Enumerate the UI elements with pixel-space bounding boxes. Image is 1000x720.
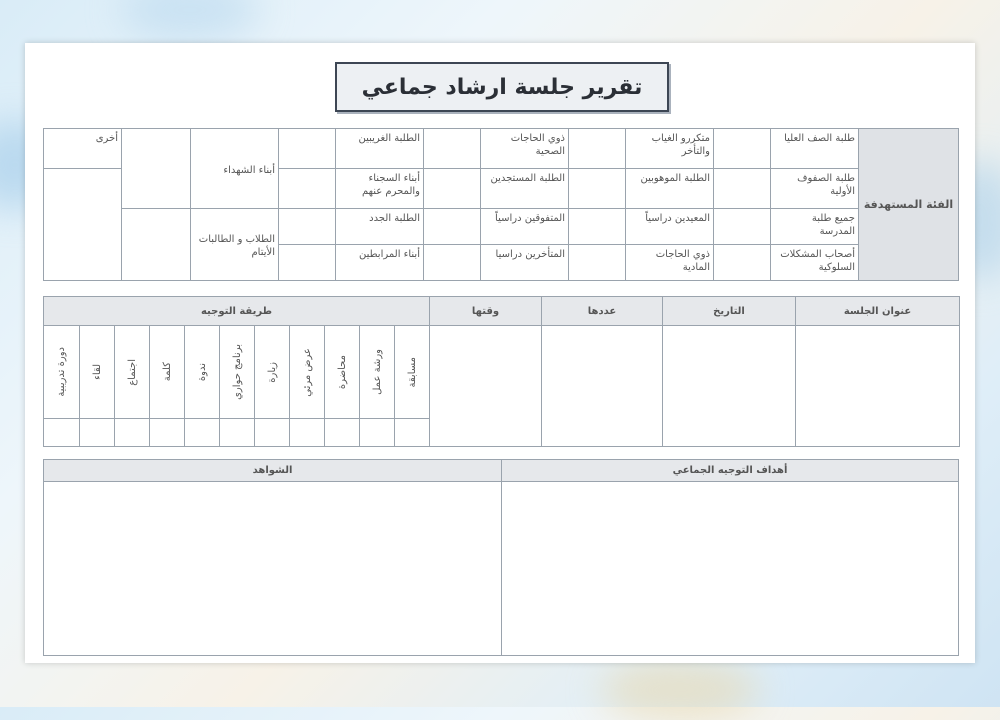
goals-field[interactable] — [502, 482, 959, 656]
category-checkbox[interactable] — [424, 169, 481, 209]
method-checkbox[interactable] — [290, 419, 325, 447]
report-title-text: تقرير جلسة ارشاد جماعي — [361, 74, 643, 100]
category-checkbox[interactable] — [279, 209, 336, 245]
category-checkbox[interactable] — [279, 169, 336, 209]
category-checkbox[interactable] — [569, 209, 626, 245]
method-checkbox[interactable] — [185, 419, 220, 447]
category-checkbox[interactable] — [279, 245, 336, 281]
category-checkbox[interactable] — [279, 129, 336, 169]
category-cell: أبناء المرابطين — [336, 245, 424, 281]
category-checkbox[interactable] — [714, 209, 771, 245]
report-title — [335, 62, 669, 112]
category-checkbox[interactable] — [122, 209, 191, 281]
category-cell: أبناء السجناء والمحرم عنهم — [336, 169, 424, 209]
category-checkbox[interactable] — [714, 245, 771, 281]
category-cell: جميع طلبة المدرسة — [771, 209, 859, 245]
category-checkbox[interactable] — [714, 169, 771, 209]
method-label: محاضرة — [336, 354, 348, 390]
category-cell: المعيدين دراسياً — [626, 209, 714, 245]
method-checkbox[interactable] — [220, 419, 255, 447]
goals-evidence-table — [43, 459, 959, 656]
session-date-field[interactable] — [663, 326, 796, 447]
session-count-field[interactable] — [542, 326, 663, 447]
method-label: لقاء — [91, 364, 103, 380]
method-checkbox[interactable] — [115, 419, 150, 447]
method-checkbox[interactable] — [80, 419, 115, 447]
category-checkbox[interactable] — [714, 129, 771, 169]
category-cell: أخرى — [44, 129, 122, 169]
category-cell: الطلبة الجدد — [336, 209, 424, 245]
target-category-header: الفئة المستهدفة — [859, 129, 959, 281]
method-label: ندوة — [196, 362, 208, 382]
method-label: برنامج حواري — [231, 344, 243, 400]
category-cell: الطلاب و الطالبات الأيتام — [191, 209, 279, 281]
method-label: ورشة عمل — [371, 349, 383, 395]
evidence-header: الشواهد — [44, 460, 502, 482]
session-title-header: عنوان الجلسة — [796, 297, 960, 326]
category-checkbox[interactable] — [569, 129, 626, 169]
category-cell: الطلبة الغريبين — [336, 129, 424, 169]
category-cell: أبناء الشهداء — [191, 129, 279, 209]
method-checkbox[interactable] — [360, 419, 395, 447]
category-checkbox[interactable] — [424, 245, 481, 281]
category-cell: الطلبة المستجدين — [481, 169, 569, 209]
category-checkbox[interactable] — [569, 169, 626, 209]
category-cell: طلبة الصف العليا — [771, 129, 859, 169]
session-time-header: وقتها — [430, 297, 542, 326]
category-cell: أصحاب المشكلات السلوكية — [771, 245, 859, 281]
method-label: دورة تدريبية — [56, 347, 67, 397]
session-time-field[interactable] — [430, 326, 542, 447]
category-checkbox[interactable] — [424, 209, 481, 245]
session-title-field[interactable] — [796, 326, 960, 447]
category-cell: طلبة الصفوف الأولية — [771, 169, 859, 209]
target-category-table — [43, 128, 959, 281]
method-label: زيارة — [266, 361, 278, 383]
method-label: اجتماع — [126, 358, 138, 386]
category-cell: ذوي الحاجات المادية — [626, 245, 714, 281]
category-checkbox[interactable] — [122, 129, 191, 209]
category-checkbox[interactable] — [424, 129, 481, 169]
category-cell: متكررو الغياب والتأخر — [626, 129, 714, 169]
category-cell: ذوي الحاجات الصحية — [481, 129, 569, 169]
method-label: مسابقة — [406, 356, 418, 388]
evidence-field[interactable] — [44, 482, 502, 656]
method-checkbox[interactable] — [395, 419, 430, 447]
category-cell: المتفوقين دراسياً — [481, 209, 569, 245]
method-checkbox[interactable] — [150, 419, 185, 447]
session-count-header: عددها — [542, 297, 663, 326]
method-label: كلمة — [161, 362, 173, 382]
category-cell: المتأخرين دراسيا — [481, 245, 569, 281]
goals-header: أهداف التوجيه الجماعي — [502, 460, 959, 482]
guidance-method-header: طريقة التوجيه — [44, 297, 430, 326]
category-cell: الطلبة الموهوبين — [626, 169, 714, 209]
method-checkbox[interactable] — [44, 419, 80, 447]
method-checkbox[interactable] — [255, 419, 290, 447]
method-checkbox[interactable] — [325, 419, 360, 447]
method-label: عرض مرئي — [301, 347, 313, 397]
session-date-header: التاريخ — [663, 297, 796, 326]
other-field[interactable] — [44, 169, 122, 281]
category-checkbox[interactable] — [569, 245, 626, 281]
session-info-table — [43, 296, 960, 447]
